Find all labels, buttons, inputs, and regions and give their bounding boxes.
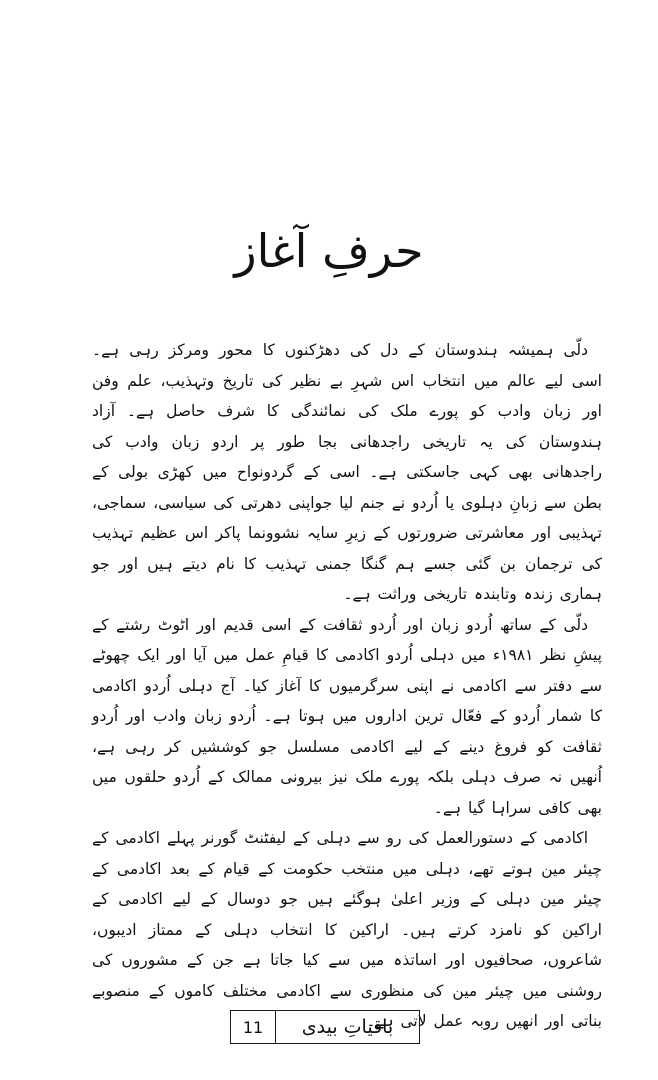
paragraph-2: دلّی کے ساتھ اُردو زبان اور اُردو ثقافت کے اسی قدیم اور اٹوٹ رشتے کے پیشِ نظر ۱۹۸۱ء میں دہلی اُردو اکادمی کا قیامِ عمل میں آیا اور ایک چھوٹے سے دفتر سے اکادمی نے اپنی سرگرمیوں کا آغاز کیا۔ آج دہلی اُردو اکادمی کا شمار اُردو کے فعّال ترین اداروں میں ہوتا ہے۔ اُردو زبان وادب اور اُردو ثقافت کو فروغ دینے کے لیے اکادمی مسلسل جو کوششیں کر رہی ہے، اُنھیں نہ صرف دہلی بلکہ پورے ملک نیز بیرونی ممالک کے اُردو حلقوں میں بھی کافی سراہا گیا ہے۔: [92, 615, 602, 817]
book-title: باقیاتِ بیدی: [301, 1016, 394, 1038]
body-text: [92, 335, 602, 1037]
paragraph-3: اکادمی کے دستورالعمل کی رو سے دہلی کے لیفٹنٹ گورنر پہلے اکادمی کے چیئر مین ہوتے تھے، دہلی میں منتخب حکومت کے قیام کے بعد اکادمی کے چیئر مین دہلی کے وزیر اعلیٰ ہوگئے ہیں جو دوسال کے لیے اکادمی کے اراکین کو نامزد کرتے ہیں۔ اراکین کا انتخاب دہلی کے ممتاز ادیبوں، شاعروں، صحافیوں اور اساتذہ میں سے کیا جاتا ہے جن کے مشوروں کی روشنی میں چیئر مین کی منظوری سے اکادمی مختلف کاموں کے منصوبے بناتی اور انھیں روبہ عمل لاتی ہے۔: [92, 829, 602, 1030]
page-footer: [230, 1010, 420, 1044]
page-title: حرفِ آغاز: [234, 223, 424, 278]
paragraph-1: دلّی ہمیشہ ہندوستان کے دل کی دھڑکنوں کا محور ومرکز رہی ہے۔ اسی لیے عالم میں انتخاب اس شہرِ بے نظیر کی تاریخ وتہذیب، علم وفن اور زبان وادب کو پورے ملک کی نمائندگی کا شرف حاصل ہے۔ آزاد ہندوستان کی یہ تاریخی راجدھانی بجا طور پر اردو زبان وادب کی راجدھانی بھی کہی جاسکتی ہے۔ اسی کے گردونواح میں کھڑی بولی کے بطن سے زبانِ دہلوی یا اُردو نے جنم لیا جواپنی دھرتی کی سیاسی، سماجی، تہذیبی اور معاشرتی ضرورتوں کے زیرِ سایہ نشوونما پاکر اس عظیم تہذیب کی ترجمان بن گئی جسے ہم گنگا جمنی تہذیب کا نام دیتے ہیں اور جو ہماری زندہ وتابندہ تاریخی وراثت ہے۔: [92, 341, 602, 603]
page-number: 11: [231, 1011, 276, 1043]
